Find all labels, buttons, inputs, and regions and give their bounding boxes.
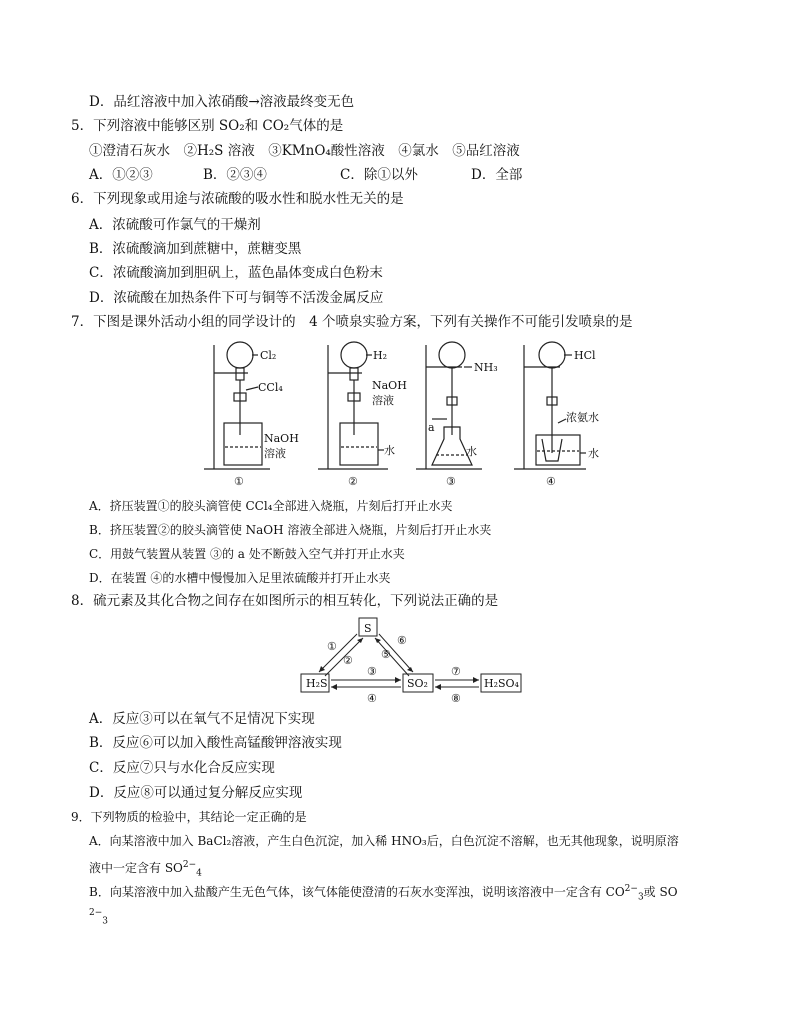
q5-option-b: B．②③④ [203, 167, 267, 183]
label-conc-ammonia: 浓氨水 [566, 411, 599, 424]
q8-option-c: C．反应⑦只与水化合反应实现 [89, 760, 275, 776]
reaction-7: ⑦ [451, 665, 461, 678]
q9-option-b-line2: $^{2-}_3$ [89, 908, 109, 927]
q9-option-a-line2: 液中一定含有 $SO^{2-}_4$ [89, 860, 202, 879]
sulfur-conversion-diagram [295, 612, 535, 702]
q4-option-d: D．品红溶液中加入浓硝酸→溶液最终变无色 [89, 94, 355, 110]
label-hcl: HCl [574, 349, 596, 362]
q5-stem: 5．下列溶液中能够区别 SO₂和 CO₂气体的是 [71, 118, 344, 134]
label-nh3: NH₃ [474, 361, 498, 374]
reaction-6: ⑥ [397, 634, 407, 647]
fountain-experiment-figure [200, 335, 620, 490]
reaction-4: ④ [367, 692, 377, 702]
node-h2so4: H₂SO₄ [484, 677, 519, 690]
q8-option-d: D．反应⑧可以通过复分解反应实现 [89, 785, 303, 801]
label-ccl4: CCl₄ [258, 381, 283, 394]
label-solution-2: 溶液 [372, 394, 394, 407]
label-h2: H₂ [373, 349, 388, 362]
q6-option-a: A．浓硫酸可作氯气的干燥剂 [89, 217, 261, 233]
q8-option-b: B．反应⑥可以加入酸性高锰酸钾溶液实现 [89, 735, 342, 751]
q8-option-a: A．反应③可以在氧气不足情况下实现 [89, 711, 315, 727]
q5-option-c: C．除①以外 [340, 167, 418, 183]
label-a: a [428, 421, 435, 434]
q7-option-b: B．挤压装置②的胶头滴管使 NaOH 溶液全部进入烧瓶，片刻后打开止水夹 [89, 523, 492, 537]
label-num-1: ① [234, 475, 244, 488]
q7-option-a: A．挤压装置①的胶头滴管使 CCl₄全部进入烧瓶，片刻后打开止水夹 [89, 499, 453, 513]
q7-option-c: C．用鼓气装置从装置 ③的 a 处不断鼓入空气并打开止水夹 [89, 547, 405, 561]
q6-option-b: B．浓硫酸滴加到蔗糖中，蔗糖变黑 [89, 241, 302, 257]
label-num-2: ② [348, 475, 358, 488]
label-num-4: ④ [546, 475, 556, 488]
q6-stem: 6．下列现象或用途与浓硫酸的吸水性和脱水性无关的是 [71, 191, 404, 207]
label-naoh-1: NaOH [264, 432, 299, 445]
q5-items: ①澄清石灰水 ②H₂S 溶液 ③KMnO₄酸性溶液 ④氯水 ⑤品红溶液 [89, 143, 520, 159]
q9-stem: 9．下列物质的检验中，其结论一定正确的是 [71, 810, 307, 824]
reaction-8: ⑧ [451, 692, 461, 702]
q7-option-d: D．在装置 ④的水槽中慢慢加入足里浓硫酸并打开止水夹 [89, 571, 391, 585]
q5-option-a: A．①②③ [89, 167, 153, 183]
reaction-3: ③ [367, 665, 377, 678]
label-water-3: 水 [466, 445, 477, 458]
label-water-2: 水 [384, 444, 395, 457]
label-cl2: Cl₂ [260, 349, 277, 362]
reaction-2: ② [343, 654, 353, 667]
q6-option-d: D．浓硫酸在加热条件下可与铜等不活泼金属反应 [89, 290, 384, 306]
q5-option-d: D．全部 [471, 167, 523, 183]
node-s: S [364, 622, 372, 635]
reaction-5: ⑤ [381, 648, 391, 661]
label-solution-1: 溶液 [264, 447, 286, 460]
q9-option-a-line1: A．向某溶液中加入 BaCl₂溶液，产生白色沉淀，加入稀 HNO₃后，白色沉淀不溶解，也无其他现象，说明原溶 [89, 834, 679, 848]
label-naoh-2: NaOH [372, 379, 407, 392]
label-water-4: 水 [588, 447, 599, 460]
q7-stem: 7．下图是课外活动小组的同学设计的 4 个喷泉实验方案，下列有关操作不可能引发喷泉的是 [71, 314, 633, 330]
node-so2: SO₂ [407, 677, 428, 690]
node-h2s: H₂S [306, 677, 328, 690]
reaction-1: ① [327, 640, 337, 653]
q9-option-b-line1: B．向某溶液中加入盐酸产生无色气体，该气体能使澄清的石灰水变浑浊，说明该溶液中一定含有 $CO^{2-}_3$或 SO [89, 884, 678, 903]
q6-option-c: C．浓硫酸滴加到胆矾上，蓝色晶体变成白色粉末 [89, 265, 383, 281]
label-num-3: ③ [446, 475, 456, 488]
q8-stem: 8．硫元素及其化合物之间存在如图所示的相互转化，下列说法正确的是 [71, 593, 499, 609]
